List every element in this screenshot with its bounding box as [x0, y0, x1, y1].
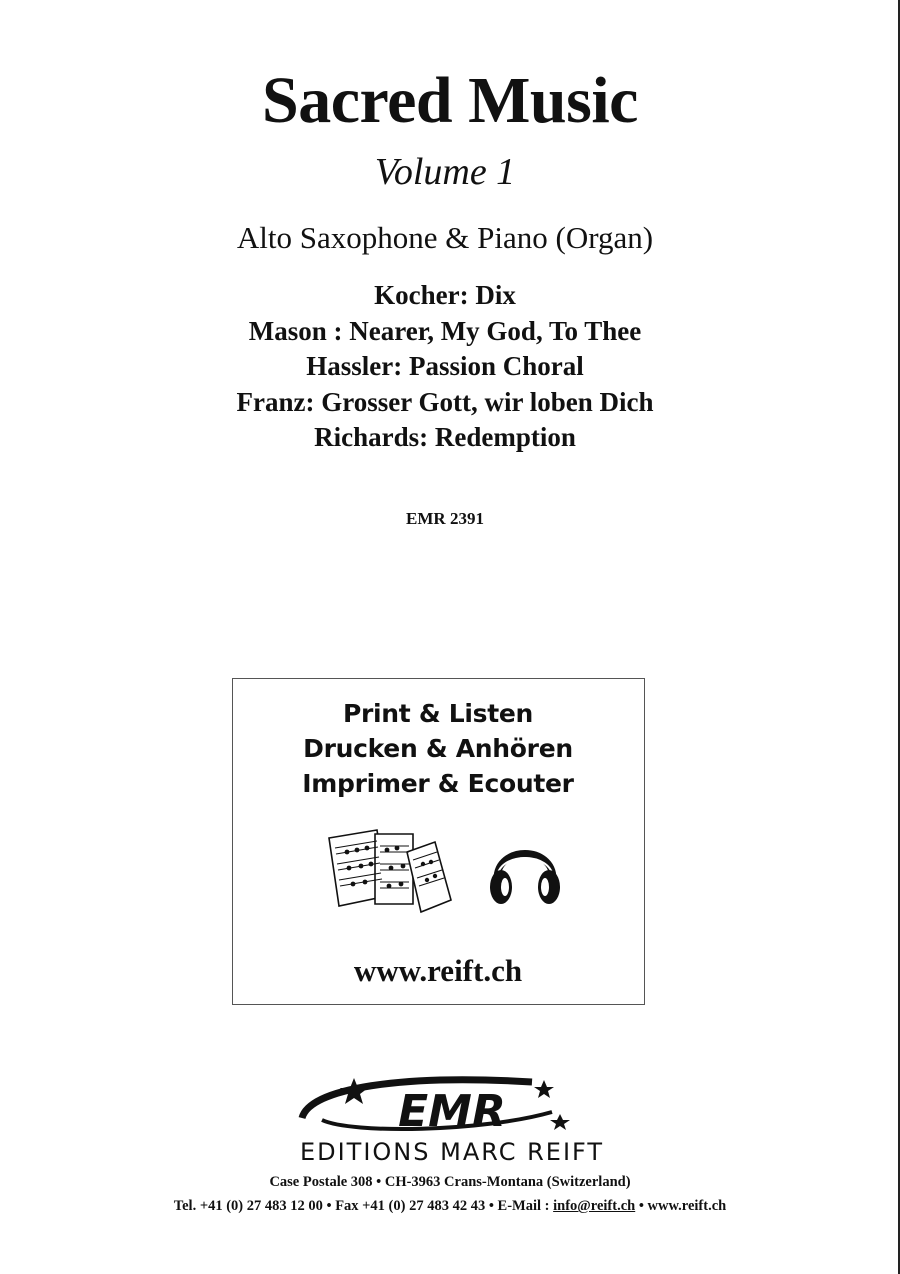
email-link[interactable]: info@reift.ch	[553, 1198, 636, 1214]
publisher-contact	[0, 1199, 900, 1214]
piece-item: Kocher: Dix	[374, 280, 516, 310]
piece-list	[0, 278, 890, 456]
print-listen-box	[232, 678, 645, 1005]
promo-line-english: Print & Listen	[342, 699, 534, 728]
publisher-address: Case Postale 308 • CH-3963 Crans-Montana (Switzerland)	[269, 1174, 631, 1190]
sheet-music-icon	[325, 824, 453, 916]
piece-item: Richards: Redemption	[314, 422, 576, 452]
promo-line-german: Drucken & Anhören	[303, 734, 573, 763]
promo-line-french: Imprimer & Ecouter	[302, 769, 574, 798]
emr-logo-icon	[232, 1068, 672, 1140]
catalog-number: EMR 2391	[406, 509, 484, 528]
piece-item: Hassler: Passion Choral	[306, 351, 584, 381]
headphones-icon	[485, 831, 565, 911]
promo-website-link[interactable]: www.reift.ch	[353, 953, 523, 988]
page-title: Sacred Music	[262, 64, 638, 137]
volume-subtitle: Volume 1	[374, 151, 516, 193]
publisher-logo	[232, 1068, 672, 1168]
contact-phone-fax: Tel. +41 (0) 27 483 12 00 • Fax +41 (0) 27 483 42 43 • E-Mail :	[173, 1198, 554, 1214]
instrumentation: Alto Saxophone & Piano (Organ)	[236, 220, 654, 255]
piece-item: Mason : Nearer, My God, To Thee	[248, 315, 642, 346]
publisher-name: EDITIONS MARC REIFT	[299, 1138, 605, 1166]
contact-website: • www.reift.ch	[635, 1198, 727, 1214]
svg-text:EMR: EMR	[398, 1086, 506, 1137]
piece-item: Franz: Grosser Gott, wir loben Dich	[236, 386, 654, 417]
